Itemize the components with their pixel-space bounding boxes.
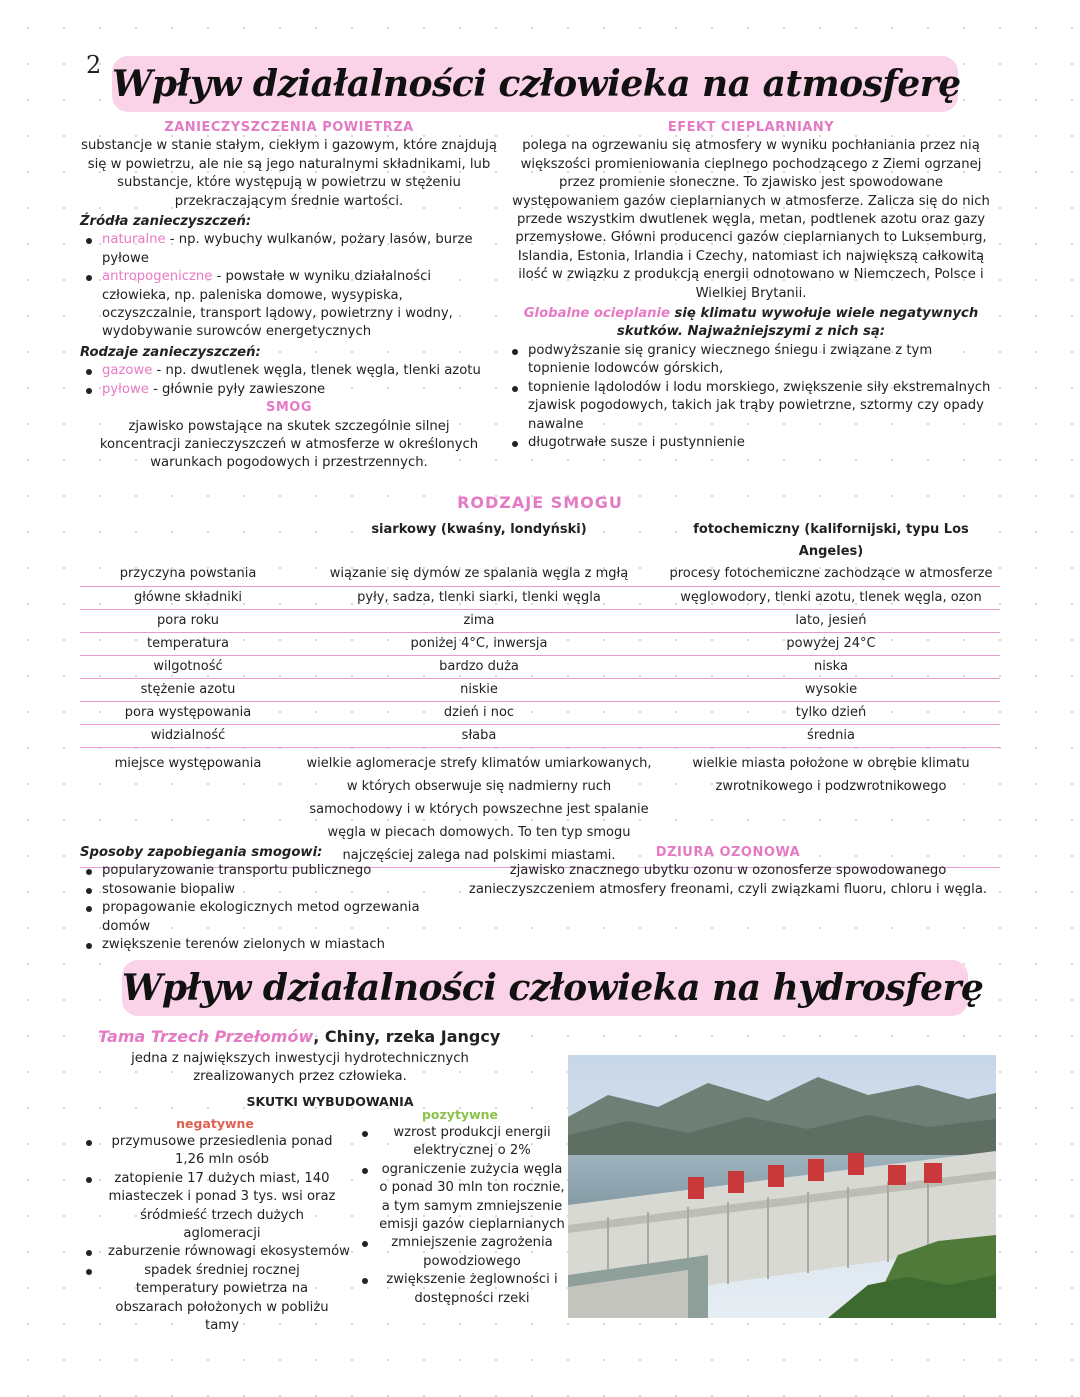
positive-heading: pozytywne xyxy=(421,1107,498,1122)
greenhouse-heading: EFEKT CIEPLARNIANY xyxy=(667,120,835,135)
dam-title xyxy=(98,1028,558,1046)
sources-list xyxy=(80,231,498,341)
table-row xyxy=(80,563,1000,586)
title-band-hydrosphere xyxy=(122,960,984,1016)
list-item: przymusowe przesiedlenia ponad 1,26 mln osób xyxy=(80,1133,356,1170)
ozone-section xyxy=(456,844,1000,899)
warming-effects-list xyxy=(506,342,996,452)
prevention-list xyxy=(80,862,450,954)
table-cell: wielkie aglomeracje strefy klimatów umiarkowanych, w których obserwuje się nadmierny ruch samochodowy i w których powszechne jest spalanie węgla w piecach domowych. To ten typ smogu najczęściej zalega nad polskimi miastami. xyxy=(296,747,662,867)
dam-effects-heading: SKUTKI WYBUDOWANIA xyxy=(246,1094,414,1109)
list-item: podwyższanie się granicy wiecznego śniegu i związane z tym topnienie lodowców górskich, xyxy=(506,342,996,379)
smog-types-table xyxy=(80,519,1000,868)
table-cell: tylko dzień xyxy=(662,701,1000,724)
positive-effects-list xyxy=(356,1124,566,1308)
row-label: temperatura xyxy=(80,632,296,655)
list-item xyxy=(80,231,498,268)
list-item: zaburzenie równowagi ekosystemów xyxy=(80,1243,356,1261)
list-item: zwiększenie terenów zielonych w miastach xyxy=(80,936,450,954)
table-cell: niska xyxy=(662,655,1000,678)
type-text: - głównie pyły zawieszone xyxy=(148,381,326,397)
list-item: zatopienie 17 dużych miast, 140 miasteczek i ponad 3 tys. wsi oraz śródmieść trzech dużych aglomeracji xyxy=(80,1170,356,1244)
row-label: miejsce występowania xyxy=(80,747,296,867)
table-cell: zima xyxy=(296,609,662,632)
source-text: - powstałe w wyniku działalności człowieka, np. paleniska domowe, wysypiska, oczyszczalnie, transport lądowy, powietrzny i wodny, wydobywanie surowców energetycznych xyxy=(102,269,453,340)
list-item: ograniczenie zużycia węgla o ponad 30 mln ton rocznie, a tym samym zmniejszenie emisji gazów cieplarnianych xyxy=(356,1161,566,1235)
row-label: widzialność xyxy=(80,724,296,747)
table-cell: bardzo duża xyxy=(296,655,662,678)
table-cell: powyżej 24°C xyxy=(662,632,1000,655)
table-row xyxy=(80,701,1000,724)
list-item: popularyzowanie transportu publicznego xyxy=(80,862,450,880)
list-item: topnienie lądolodów i lodu morskiego, zwiększenie siły ekstremalnych zjawisk pogodowych, takich jak trąby powietrzne, sztormy czy opady nawalne xyxy=(506,379,996,434)
table-row xyxy=(80,586,1000,609)
type-term: gazowe xyxy=(102,363,153,379)
title-band-atmosphere xyxy=(112,56,961,112)
table-header-cell xyxy=(80,519,296,563)
table-row xyxy=(80,678,1000,701)
list-item: propagowanie ekologicznych metod ogrzewania domów xyxy=(80,899,450,936)
table-cell: procesy fotochemiczne zachodzące w atmosferze xyxy=(662,563,1000,586)
global-warming-text: się klimatu wywołuje wiele negatywnych skutków. Najważniejszymi z nich są: xyxy=(616,306,979,340)
ozone-heading: DZIURA OZONOWA xyxy=(655,845,801,860)
list-item: stosowanie biopaliw xyxy=(80,881,450,899)
smog-prevention-section xyxy=(80,844,450,954)
row-label: główne składniki xyxy=(80,586,296,609)
list-item xyxy=(80,381,498,399)
smog-heading: SMOG xyxy=(265,400,313,416)
table-row xyxy=(80,632,1000,655)
table-cell: średnia xyxy=(662,724,1000,747)
types-heading: Rodzaje zanieczyszczeń: xyxy=(80,344,261,360)
type-term: pyłowe xyxy=(102,381,149,397)
table-header-cell: fotochemiczny (kalifornijski, typu Los Angeles) xyxy=(693,522,969,559)
row-label: stężenie azotu xyxy=(80,678,296,701)
table-header-cell: siarkowy (kwaśny, londyński) xyxy=(371,522,587,537)
table-cell: wielkie miasta położone w obrębie klimatu zwrotnikowego i podzwrotnikowego xyxy=(662,747,1000,867)
table-cell: pyły, sadza, tlenki siarki, tlenki węgla xyxy=(296,586,662,609)
page-number: 2 xyxy=(86,51,102,79)
table-cell: węglowodory, tlenki azotu, tlenek węgla, ozon xyxy=(662,586,1000,609)
table-cell: dzień i noc xyxy=(296,701,662,724)
table-cell: poniżej 4°C, inwersja xyxy=(296,632,662,655)
sources-heading: Źródła zanieczyszczeń: xyxy=(80,214,252,230)
smog-types-heading: RODZAJE SMOGU xyxy=(457,493,623,512)
list-item: zwiększenie żeglowności i dostępności rzeki xyxy=(356,1271,566,1308)
global-warming-term: Globalne ocieplanie xyxy=(523,306,670,322)
list-item: wzrost produkcji energii elektrycznej o 2% xyxy=(356,1124,566,1161)
source-text: - np. wybuchy wulkanów, pożary lasów, burze pyłowe xyxy=(102,232,473,266)
greenhouse-section xyxy=(506,119,996,452)
air-pollution-section xyxy=(80,119,498,473)
table-cell: wysokie xyxy=(662,678,1000,701)
global-warming-intro xyxy=(506,305,996,342)
negative-heading: negatywne xyxy=(176,1116,254,1131)
row-label: wilgotność xyxy=(80,655,296,678)
row-label: pora występowania xyxy=(80,701,296,724)
list-item: zmniejszenie zagrożenia powodziowego xyxy=(356,1234,566,1271)
table-row xyxy=(80,724,1000,747)
ozone-text: zjawisko znacznego ubytku ozonu w ozonosferze spowodowanego zanieczyszczeniem atmosfery freonami, czyli związkami fluoru, chloru i węgla. xyxy=(468,863,988,897)
row-label: pora roku xyxy=(80,609,296,632)
table-cell: wiązanie się dymów ze spalania węgla z mgłą xyxy=(296,563,662,586)
air-pollution-definition: substancje w stanie stałym, ciekłym i gazowym, które znajdują się w powietrzu, ale nie są jego naturalnymi składnikami, lub substancje, które występują w powietrzu w stężeniu przekraczającym średnie wartości. xyxy=(81,138,497,209)
table-row xyxy=(80,609,1000,632)
smog-definition: zjawisko powstające na skutek szczególnie silnej koncentracji zanieczyszczeń w atmosferze w określonych warunkach pogodowych i przestrzennych. xyxy=(99,418,479,471)
types-list xyxy=(80,362,498,399)
three-gorges-dam-photo xyxy=(568,1055,996,1318)
table-header-row xyxy=(80,519,1000,563)
table-cell: niskie xyxy=(296,678,662,701)
source-term: naturalne xyxy=(102,232,166,248)
list-item xyxy=(80,362,498,380)
source-term: antropogeniczne xyxy=(102,269,213,285)
table-row xyxy=(80,655,1000,678)
air-pollution-heading: ZANIECZYSZCZENIA POWIETRZA xyxy=(164,120,414,135)
list-item xyxy=(80,268,498,342)
dam-description: jedna z największych inwestycji hydrotechnicznych zrealizowanych przez człowieka. xyxy=(131,1051,469,1085)
greenhouse-text: polega na ogrzewaniu się atmosfery w wyniku pochłaniania przez nią większości promieniowania cieplnego pochodzącego z Ziemi ogrzanej przez promienie słoneczne. To zjawisko jest spowodowane występowaniem gazów cieplarnianych w atmosferze. Zalicza się do nich przede wszystkim dwutlenek węgla, metan, podtlenek azotu oraz gazy przemysłowe. Główni producenci gazów cieplarnianych to Luksemburg, Islandia, Estonia, Irlandia i Czechy, natomiast ich największą całkowitą ilość w związku z produkcją energii odnotowano w Niemczech, Polsce i Wielkiej Brytanii. xyxy=(512,138,990,301)
dam-location: , Chiny, rzeka Jangcy xyxy=(313,1027,501,1046)
negative-effects-list xyxy=(80,1133,356,1335)
table-cell: lato, jesień xyxy=(662,609,1000,632)
table-cell: słaba xyxy=(296,724,662,747)
list-item: długotrwałe susze i pustynnienie xyxy=(506,434,996,452)
list-item: spadek średniej rocznej temperatury powietrza na obszarach położonych w pobliżu tamy xyxy=(80,1262,356,1336)
type-text: - np. dwutlenek węgla, tlenek węgla, tlenki azotu xyxy=(152,363,481,379)
prevention-heading: Sposoby zapobiegania smogowi: xyxy=(80,845,323,860)
page-title-hydrosphere: Wpływ działalności człowieka na hydrosferę xyxy=(122,967,984,1009)
dam-name: Tama Trzech Przełomów xyxy=(98,1027,314,1046)
row-label: przyczyna powstania xyxy=(80,563,296,586)
page-title-atmosphere: Wpływ działalności człowieka na atmosferę xyxy=(112,63,961,105)
